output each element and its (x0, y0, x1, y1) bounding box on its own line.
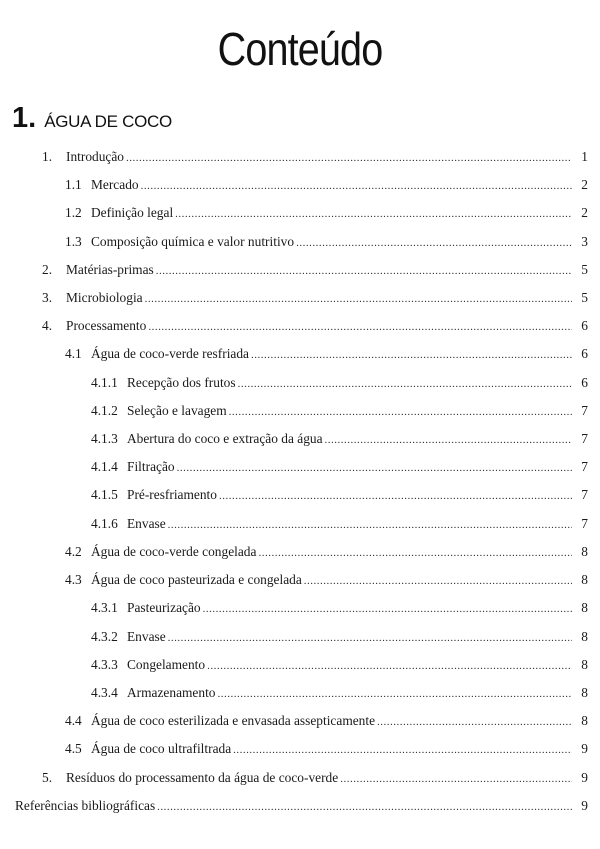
toc-entry-label: Processamento (66, 318, 147, 333)
dot-leader (156, 265, 572, 277)
toc-entry (42, 262, 588, 282)
toc-entry-label: Mercado (91, 177, 139, 192)
toc-entry (65, 713, 588, 733)
toc-entry (91, 629, 588, 649)
dot-leader (175, 208, 572, 220)
toc-entry (91, 459, 588, 479)
toc-entry (91, 516, 588, 536)
dot-leader (168, 519, 572, 531)
toc-entry-label: Recepção dos frutos (127, 375, 236, 390)
toc-entry (42, 770, 588, 790)
dot-leader (296, 237, 572, 249)
toc-entry-number: 1. (42, 149, 53, 164)
toc-entry-label: Abertura do coco e extração da água (127, 431, 323, 446)
toc-entry-number: 4.1.6 (91, 516, 118, 531)
toc-entry (65, 205, 588, 225)
page-title: Conteúdo (217, 23, 383, 75)
toc-entry-number: 4.1.4 (91, 459, 118, 474)
dot-leader (126, 152, 572, 164)
toc-entry (91, 685, 588, 705)
dot-leader (207, 660, 572, 672)
toc-entry-number: 4.4 (65, 713, 82, 728)
dot-leader (148, 321, 572, 333)
dot-leader (141, 180, 572, 192)
toc-entry-label: Congelamento (127, 657, 206, 672)
toc-entry-number: 3. (42, 290, 53, 305)
toc-entry-number: 4.1.2 (91, 403, 118, 418)
toc-entry-number: 4.1 (65, 346, 82, 361)
toc-entry-label: Armazenamento (127, 685, 216, 700)
toc-entry-label: Referências bibliográficas (15, 798, 156, 813)
toc-entry-page: 1 (581, 149, 588, 164)
toc-entry-label: Água de coco ultrafiltrada (91, 741, 232, 756)
dot-leader (219, 490, 572, 502)
dot-leader (145, 293, 572, 305)
dot-leader (203, 603, 572, 615)
toc-entry-number: 4.1.3 (91, 431, 118, 446)
toc-entry-page: 3 (581, 234, 588, 249)
toc-entry-number: 4.1.1 (91, 375, 118, 390)
toc-entry-page: 7 (581, 459, 588, 474)
toc-entry-page: 8 (581, 572, 588, 587)
toc-entry-number: 4.3 (65, 572, 82, 587)
chapter-number: 1. (12, 102, 37, 134)
toc-entry-number: 4.1.5 (91, 487, 118, 502)
toc-entry-page: 7 (581, 403, 588, 418)
toc-entry-number: 5. (42, 770, 53, 785)
dot-leader (238, 378, 572, 390)
toc-entry-page: 8 (581, 544, 588, 559)
toc-entry (42, 290, 588, 310)
dot-leader (325, 434, 572, 446)
toc-entry (91, 431, 588, 451)
toc-entry (65, 177, 588, 197)
toc-entry-page: 9 (581, 798, 588, 813)
toc-entry-page: 8 (581, 713, 588, 728)
toc-entry (65, 234, 588, 254)
toc-entry-label: Matérias-primas (66, 262, 154, 277)
toc-entry-label: Envase (127, 629, 166, 644)
toc-entry-page: 6 (581, 375, 588, 390)
dot-leader (258, 547, 572, 559)
toc-entry-page: 8 (581, 600, 588, 615)
toc-entry (91, 487, 588, 507)
toc-entry (91, 600, 588, 620)
toc-entry-page: 5 (581, 290, 588, 305)
dot-leader (168, 632, 572, 644)
toc-entry-page: 2 (581, 177, 588, 192)
toc-entry-page: 7 (581, 516, 588, 531)
toc-entry (91, 375, 588, 395)
toc-entry-label: Microbiologia (66, 290, 143, 305)
toc-entry-page: 7 (581, 431, 588, 446)
dot-leader (177, 462, 572, 474)
toc-entry-number: 4.3.4 (91, 685, 118, 700)
toc-entry-number: 1.3 (65, 234, 82, 249)
toc-entry-number: 2. (42, 262, 53, 277)
toc-entry (65, 346, 588, 366)
toc-entry (65, 572, 588, 592)
dot-leader (229, 406, 572, 418)
toc-entry-page: 5 (581, 262, 588, 277)
toc-entry-page: 6 (581, 346, 588, 361)
toc-entry-page: 7 (581, 487, 588, 502)
toc-entry-number: 4.3.1 (91, 600, 118, 615)
toc-entry (65, 544, 588, 564)
toc-entry-label: Definição legal (91, 205, 174, 220)
toc-entry-page: 8 (581, 685, 588, 700)
toc-entry-label: Resíduos do processamento da água de coco-verde (66, 770, 339, 785)
toc-entry (91, 657, 588, 677)
dot-leader (340, 773, 572, 785)
toc-entry (42, 149, 588, 169)
toc-entry-page: 8 (581, 657, 588, 672)
toc-entry-number: 1.2 (65, 205, 82, 220)
toc-entry-label: Água de coco-verde resfriada (91, 346, 249, 361)
toc-entry (91, 403, 588, 423)
dot-leader (377, 716, 572, 728)
toc-entry-number: 4.3.3 (91, 657, 118, 672)
toc-entry-page: 9 (581, 770, 588, 785)
dot-leader (233, 744, 572, 756)
toc-entry (42, 318, 588, 338)
toc-entry-number: 4.5 (65, 741, 82, 756)
toc-entry (65, 741, 588, 761)
toc-entry-references (15, 798, 588, 818)
toc-entry-page: 9 (581, 741, 588, 756)
toc-entry-label: Água de coco pasteurizada e congelada (91, 572, 302, 587)
toc-entry-label: Pré-resfriamento (127, 487, 217, 502)
toc-entry-page: 8 (581, 629, 588, 644)
toc-entry-label: Água de coco-verde congelada (91, 544, 257, 559)
toc-entry-page: 2 (581, 205, 588, 220)
toc-entry-number: 4.3.2 (91, 629, 118, 644)
dot-leader (251, 349, 572, 361)
toc-entry-label: Envase (127, 516, 166, 531)
toc-entry-label: Água de coco esterilizada e envasada assepticamente (91, 713, 376, 728)
toc-entry-page: 6 (581, 318, 588, 333)
dot-leader (157, 801, 572, 813)
dot-leader (217, 688, 572, 700)
toc-entry-label: Filtração (127, 459, 175, 474)
toc-entry-number: 4.2 (65, 544, 82, 559)
toc-entry-number: 1.1 (65, 177, 82, 192)
toc-entry-label: Composição química e valor nutritivo (91, 234, 295, 249)
toc-entry-label: Pasteurização (127, 600, 201, 615)
toc-entry-label: Introdução (66, 149, 125, 164)
toc-entry-number: 4. (42, 318, 53, 333)
chapter-title: ÁGUA DE COCO (44, 112, 172, 131)
toc-entry-label: Seleção e lavagem (127, 403, 227, 418)
dot-leader (304, 575, 572, 587)
